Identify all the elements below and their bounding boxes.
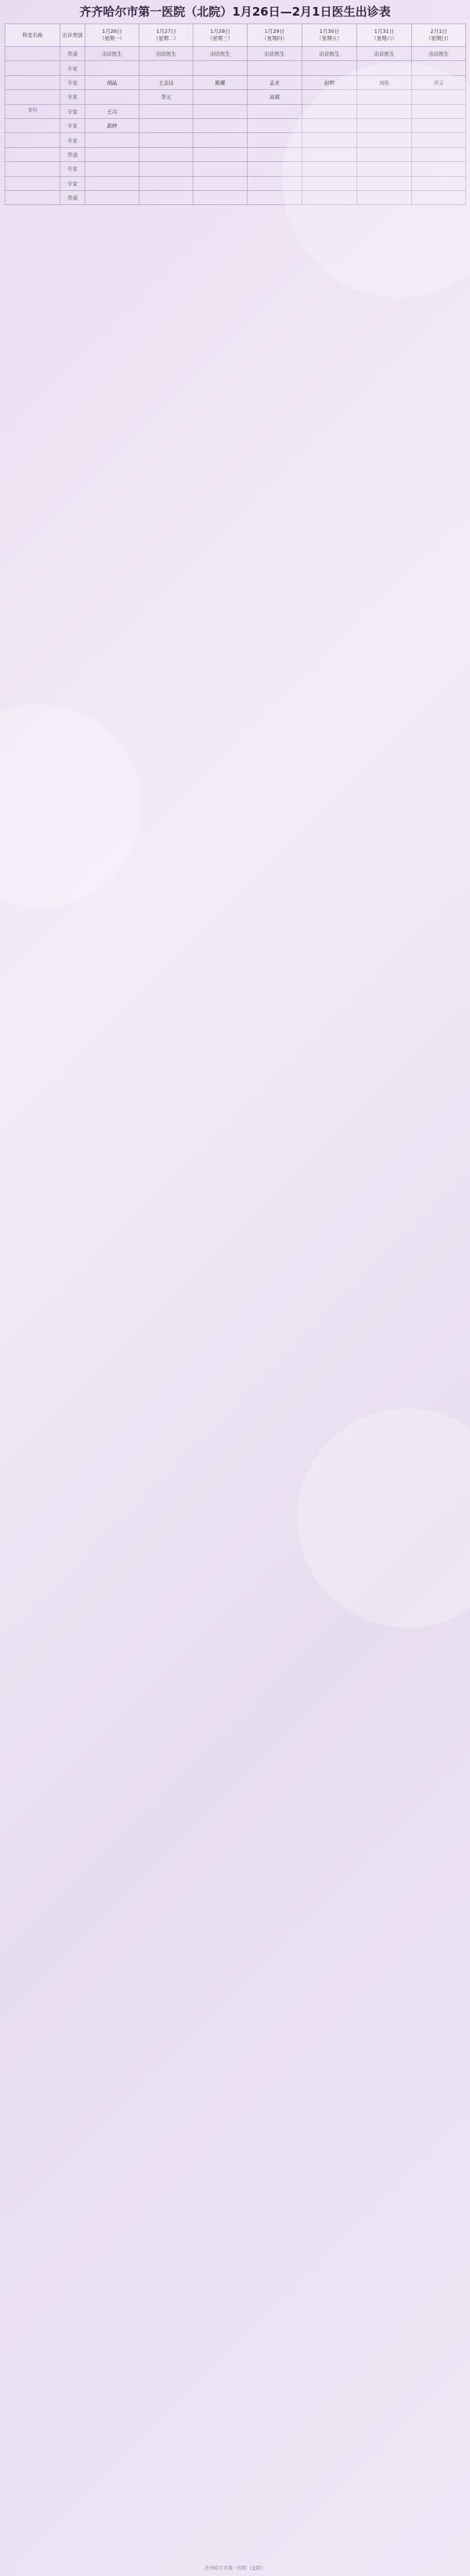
doctor-cell xyxy=(412,61,466,75)
doctor-cell xyxy=(139,176,193,190)
day-weekday: （星期四） xyxy=(262,35,287,41)
doctor-cell xyxy=(193,118,248,132)
doctor-cell xyxy=(357,118,412,132)
day-weekday: （星期一） xyxy=(99,35,125,41)
dept-cell xyxy=(5,61,60,75)
doctor-cell: 胡晶 xyxy=(85,75,139,89)
doctor-cell xyxy=(357,61,412,75)
day-weekday: （星期五） xyxy=(316,35,342,41)
doctor-cell xyxy=(139,61,193,75)
doctor-cell xyxy=(193,61,248,75)
doctor-cell xyxy=(193,190,248,204)
table-row xyxy=(5,90,466,104)
doctor-cell xyxy=(248,118,302,132)
table-row xyxy=(5,176,466,190)
doctor-cell xyxy=(412,118,466,132)
doctor-cell xyxy=(193,104,248,118)
header-day xyxy=(193,24,248,47)
doctor-cell xyxy=(357,176,412,190)
dept-cell xyxy=(5,162,60,176)
doctor-cell: 孟亚 xyxy=(248,75,302,89)
doctor-cell: 王金达 xyxy=(139,75,193,89)
table-row xyxy=(5,75,466,89)
type-cell: 专家 xyxy=(60,90,85,104)
table-row xyxy=(5,104,466,118)
doctor-cell xyxy=(302,147,357,161)
doctor-cell xyxy=(357,190,412,204)
doctor-cell xyxy=(357,90,412,104)
doctor-cell xyxy=(85,133,139,147)
dept-cell: 骨科 xyxy=(5,104,60,118)
doctor-cell xyxy=(193,90,248,104)
doctor-cell xyxy=(302,118,357,132)
type-cell: 专家 xyxy=(60,176,85,190)
dept-cell xyxy=(5,47,60,61)
doctor-cell xyxy=(85,190,139,204)
day-weekday: （星期六） xyxy=(371,35,397,41)
background-decoration xyxy=(298,1409,470,1628)
doctor-cell xyxy=(412,190,466,204)
dept-cell xyxy=(5,75,60,89)
dept-cell xyxy=(5,118,60,132)
doctor-cell xyxy=(248,104,302,118)
page-title: 齐齐哈尔市第一医院（北院）1月26日—2月1日医生出诊表 xyxy=(79,5,391,19)
table-row xyxy=(5,133,466,147)
doctor-cell xyxy=(357,147,412,161)
doctor-cell xyxy=(412,162,466,176)
type-cell: 专家 xyxy=(60,61,85,75)
doctor-cell: 出诊医生 xyxy=(193,47,248,61)
dept-cell xyxy=(5,176,60,190)
doctor-cell: 赵明 xyxy=(302,75,357,89)
day-weekday: （星期日） xyxy=(425,35,452,41)
doctor-cell xyxy=(302,61,357,75)
doctor-cell xyxy=(412,176,466,190)
day-date: 1月28日 xyxy=(210,28,230,34)
day-date: 1月27日 xyxy=(156,28,176,34)
doctor-cell xyxy=(139,147,193,161)
doctor-cell xyxy=(248,176,302,190)
header-day xyxy=(139,24,193,47)
doctor-cell xyxy=(302,162,357,176)
doctor-cell xyxy=(412,90,466,104)
doctor-cell xyxy=(139,190,193,204)
doctor-cell: 出诊医生 xyxy=(139,47,193,61)
doctor-cell xyxy=(302,90,357,104)
day-date: 1月29日 xyxy=(264,28,285,34)
doctor-cell: 李元 xyxy=(139,90,193,104)
header-day xyxy=(412,24,466,47)
doctor-cell: 齐志 xyxy=(412,75,466,89)
day-date: 1月30日 xyxy=(319,28,340,34)
day-weekday: （星期二） xyxy=(153,35,179,41)
doctor-cell xyxy=(85,90,139,104)
footer-note: 齐齐哈尔市第一医院（北院） xyxy=(204,2566,266,2571)
dept-cell xyxy=(5,133,60,147)
doctor-cell xyxy=(85,176,139,190)
type-cell: 专家 xyxy=(60,104,85,118)
table-row xyxy=(5,61,466,75)
doctor-cell xyxy=(302,104,357,118)
type-cell: 普通 xyxy=(60,47,85,61)
type-cell: 专家 xyxy=(60,118,85,132)
doctor-cell xyxy=(139,162,193,176)
doctor-cell xyxy=(248,133,302,147)
doctor-cell xyxy=(357,162,412,176)
doctor-cell: 高斌 xyxy=(248,90,302,104)
day-weekday: （星期三） xyxy=(207,35,233,41)
doctor-cell xyxy=(248,61,302,75)
header-dept: 科室名称 xyxy=(5,24,60,47)
schedule-body xyxy=(5,47,466,205)
doctor-cell xyxy=(85,61,139,75)
day-date: 1月31日 xyxy=(374,28,395,34)
header-row xyxy=(5,24,466,47)
header-day xyxy=(248,24,302,47)
doctor-cell xyxy=(193,133,248,147)
doctor-cell: 刘艳 xyxy=(357,75,412,89)
header-day xyxy=(357,24,412,47)
doctor-cell xyxy=(193,176,248,190)
table-row xyxy=(5,47,466,61)
doctor-cell: 出诊医生 xyxy=(302,47,357,61)
day-date: 2月1日 xyxy=(430,28,447,34)
doctor-cell xyxy=(412,147,466,161)
doctor-cell xyxy=(302,190,357,204)
doctor-cell: 陈耀 xyxy=(193,75,248,89)
doctor-cell: 郭婷 xyxy=(85,118,139,132)
doctor-cell xyxy=(85,147,139,161)
doctor-cell xyxy=(193,147,248,161)
doctor-cell xyxy=(302,133,357,147)
doctor-cell xyxy=(248,190,302,204)
dept-cell xyxy=(5,190,60,204)
dept-cell xyxy=(5,90,60,104)
type-cell: 普通 xyxy=(60,147,85,161)
doctor-cell: 出诊医生 xyxy=(357,47,412,61)
type-cell: 专家 xyxy=(60,75,85,89)
doctor-cell xyxy=(139,104,193,118)
schedule-table xyxy=(5,23,466,205)
table-row xyxy=(5,190,466,204)
doctor-cell xyxy=(357,133,412,147)
doctor-cell: 王兴 xyxy=(85,104,139,118)
background-decoration xyxy=(0,704,141,908)
doctor-cell xyxy=(302,176,357,190)
doctor-cell xyxy=(85,162,139,176)
doctor-cell xyxy=(248,147,302,161)
doctor-cell xyxy=(139,133,193,147)
doctor-cell xyxy=(412,133,466,147)
type-cell: 普通 xyxy=(60,190,85,204)
doctor-cell: 出诊医生 xyxy=(412,47,466,61)
doctor-cell xyxy=(139,118,193,132)
table-row xyxy=(5,118,466,132)
type-cell: 专家 xyxy=(60,133,85,147)
header-day xyxy=(302,24,357,47)
doctor-cell xyxy=(357,104,412,118)
header-day xyxy=(85,24,139,47)
doctor-cell: 出诊医生 xyxy=(85,47,139,61)
table-row xyxy=(5,162,466,176)
doctor-cell xyxy=(248,162,302,176)
doctor-cell xyxy=(412,104,466,118)
doctor-cell: 出诊医生 xyxy=(248,47,302,61)
type-cell: 专家 xyxy=(60,162,85,176)
day-date: 1月26日 xyxy=(102,28,122,34)
doctor-cell xyxy=(193,162,248,176)
header-type: 出诊类别 xyxy=(60,24,85,47)
table-row xyxy=(5,147,466,161)
dept-cell xyxy=(5,147,60,161)
